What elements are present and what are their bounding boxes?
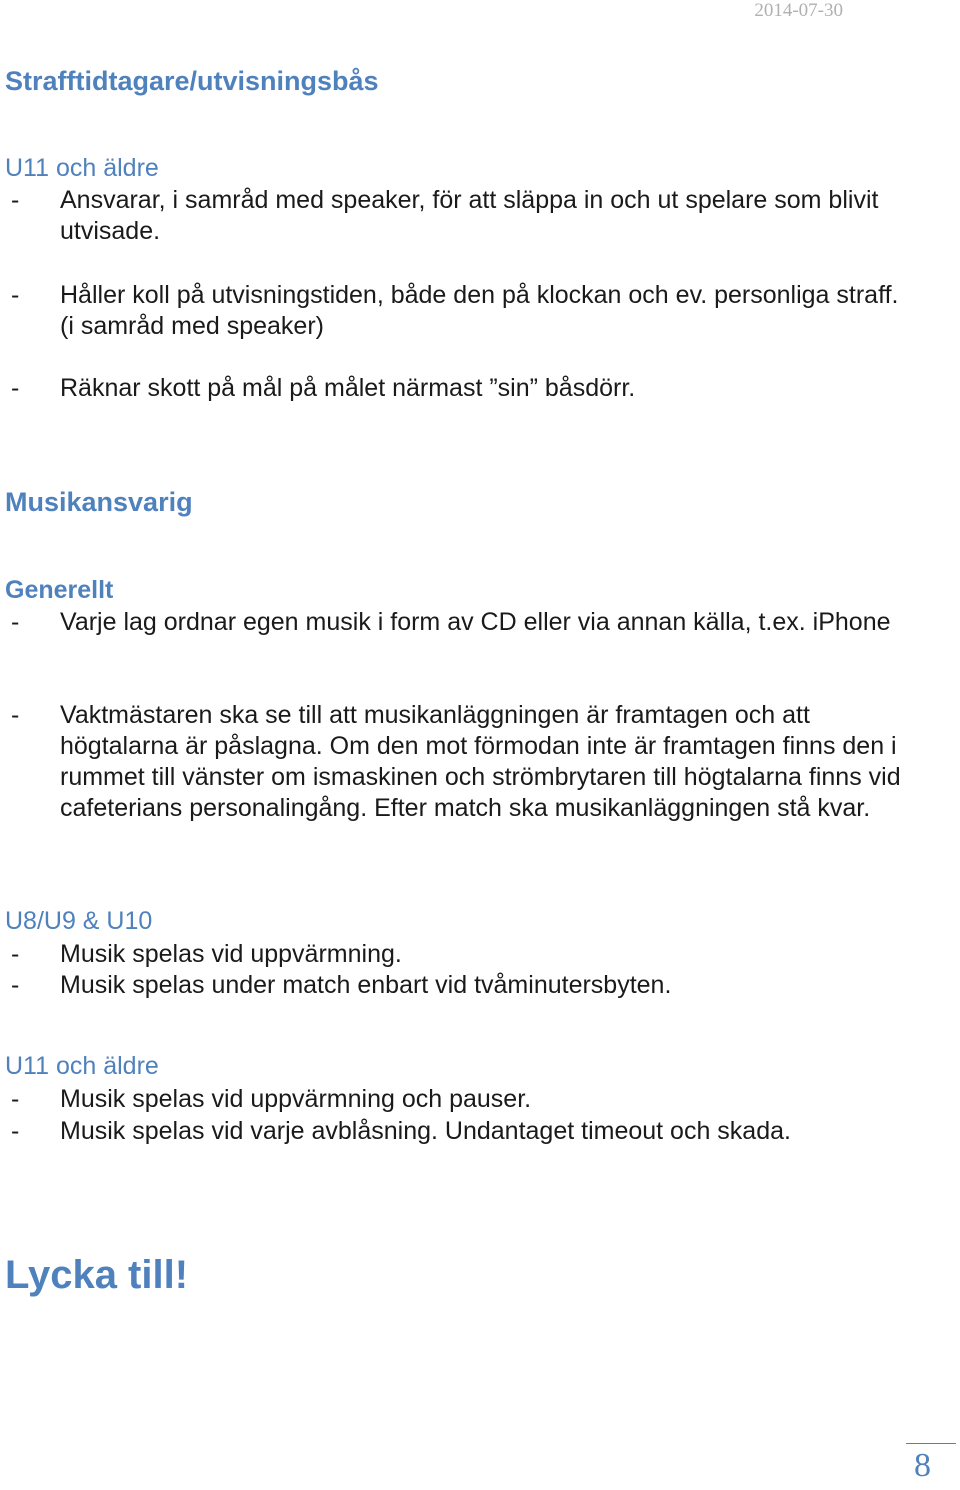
list-item-text: Håller koll på utvisningstiden, både den på klockan och ev. personliga straff. (i samråd med speaker)	[60, 281, 899, 340]
list-dash: -	[11, 608, 20, 636]
list-dash: -	[11, 971, 20, 999]
page-number: 8	[914, 1447, 931, 1484]
list-dash: -	[11, 186, 20, 214]
list-item-text: Räknar skott på mål på målet närmast ”sin” båsdörr.	[60, 374, 636, 402]
list-item	[5, 970, 905, 1001]
list-item	[5, 939, 905, 970]
closing-greeting: Lycka till!	[5, 1253, 189, 1297]
section-title-penalty-box: Strafftidtagare/utvisningsbås	[5, 66, 379, 96]
list-dash: -	[11, 701, 20, 729]
list-item	[5, 373, 905, 404]
list-item	[5, 607, 905, 638]
list-item	[5, 1116, 905, 1147]
subheading-u8-u10: U8/U9 & U10	[5, 907, 153, 935]
list-dash: -	[11, 1085, 20, 1113]
list-item	[5, 280, 905, 342]
list-item-text: Musik spelas under match enbart vid tvåminutersbyten.	[60, 971, 672, 999]
list-item-text: Vaktmästaren ska se till att musikanläggningen är framtagen och att högtalarna är påslagna. Om den mot förmodan inte är framtagen finns den i rummet till vänster om ismaskinen och strömbrytaren till högtalarna finns vid cafeterians personalingång. Efter match ska musikanläggningen stå kvar.	[60, 701, 901, 822]
list-dash: -	[11, 374, 20, 402]
list-dash: -	[11, 1117, 20, 1145]
list-item-text: Ansvarar, i samråd med speaker, för att släppa in och ut spelare som blivit utvisade.	[60, 186, 879, 245]
list-item-text: Musik spelas vid varje avblåsning. Undantaget timeout och skada.	[60, 1117, 791, 1145]
list-dash: -	[11, 281, 20, 309]
page-number-rule	[906, 1443, 956, 1444]
list-item	[5, 1084, 905, 1115]
subheading-u11-penalty: U11 och äldre	[5, 154, 159, 182]
subheading-general: Generellt	[5, 576, 114, 604]
document-date: 2014-07-30	[754, 0, 843, 21]
list-dash: -	[11, 940, 20, 968]
list-item	[5, 700, 905, 824]
subheading-u11-music: U11 och äldre	[5, 1052, 159, 1080]
list-item-text: Musik spelas vid uppvärmning och pauser.	[60, 1085, 532, 1113]
section-title-music: Musikansvarig	[5, 487, 193, 517]
list-item-text: Varje lag ordnar egen musik i form av CD eller via annan källa, t.ex. iPhone	[60, 608, 891, 636]
list-item	[5, 185, 905, 247]
list-item-text: Musik spelas vid uppvärmning.	[60, 940, 402, 968]
